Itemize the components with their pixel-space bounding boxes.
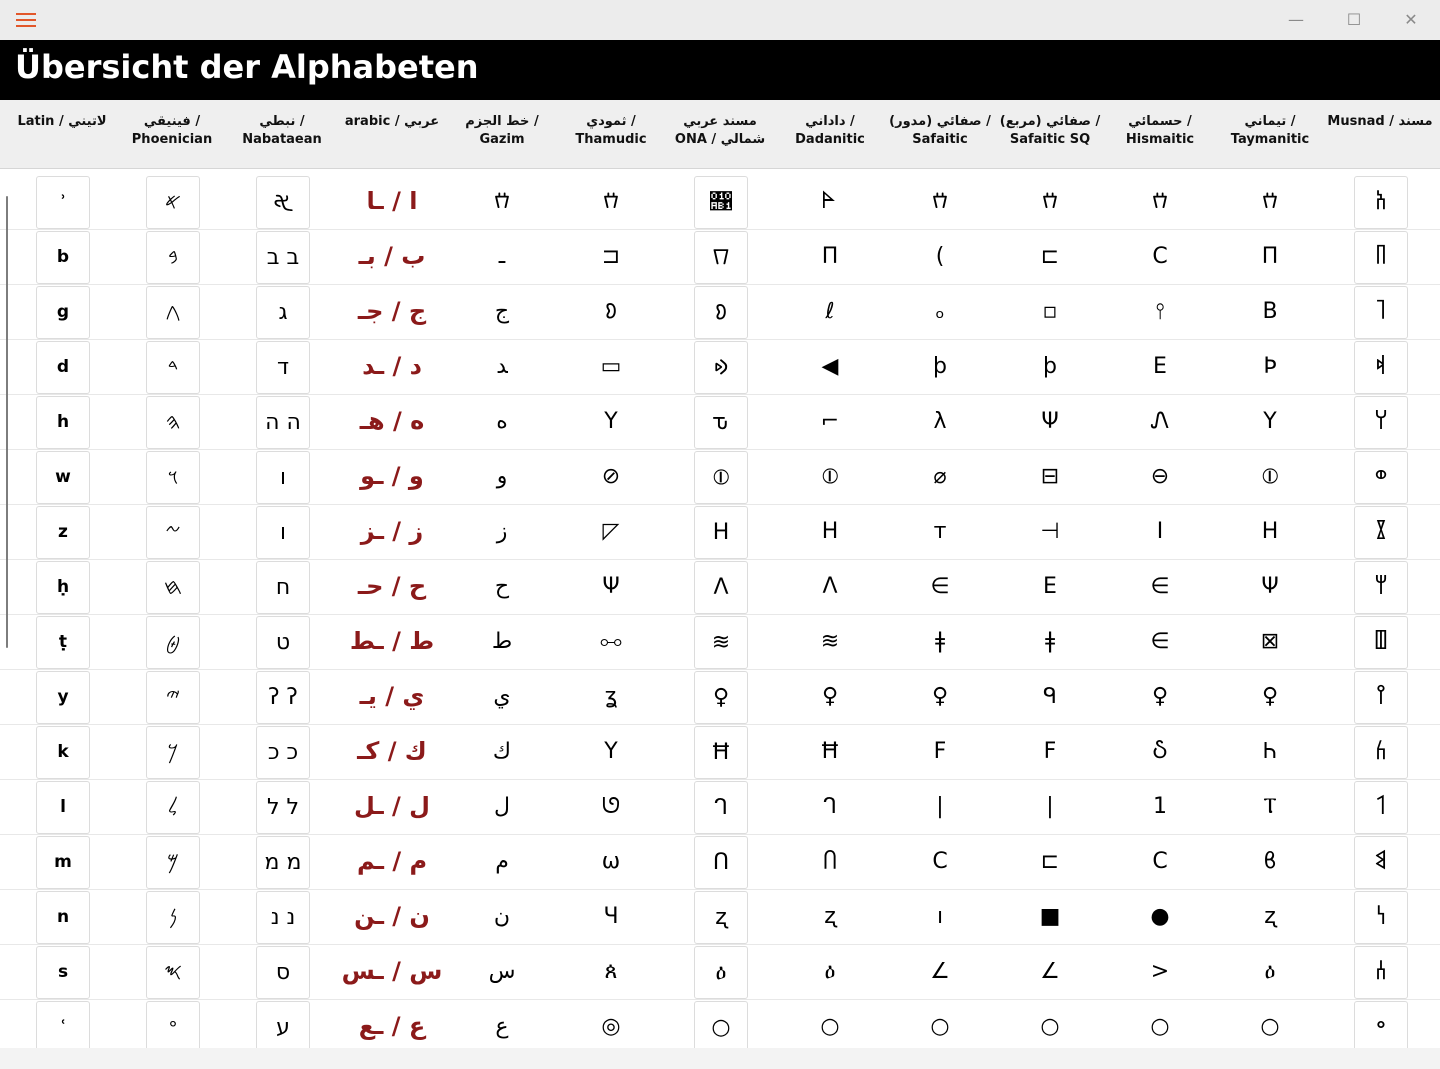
glyph-cell: 𐤁 <box>146 231 200 284</box>
glyph-cell: 𐤌 <box>146 836 200 889</box>
arabic-letter-cell: و / ـو <box>360 462 424 490</box>
table-row <box>0 669 1440 725</box>
glyph-cell: ● <box>1150 904 1170 929</box>
glyph-cell: ʓ <box>604 684 618 709</box>
table-row <box>0 229 1440 285</box>
glyph-cell: H <box>821 519 839 544</box>
maximize-button[interactable]: ☐ <box>1346 10 1362 29</box>
arabic-letter-cell: ه / هـ <box>359 407 425 435</box>
column-header-line1: خط الجزم / <box>465 114 539 129</box>
glyph-cell: Λ <box>694 561 748 614</box>
table-row <box>0 339 1440 395</box>
latin-letter-cell: ṭ <box>36 616 90 669</box>
glyph-cell: ו <box>256 506 310 559</box>
glyph-cell: 𐩲 <box>1354 1001 1408 1048</box>
glyph-cell: þ <box>933 354 947 379</box>
glyph-cell: 𐪑 <box>1042 189 1058 214</box>
glyph-cell: ○ <box>1150 1014 1170 1039</box>
glyph-cell: 𐤄 <box>146 396 200 449</box>
arabic-letter-cell: ح / حـ <box>357 572 427 600</box>
arabic-letter-cell: ج / جـ <box>357 297 427 325</box>
glyph-cell: ı <box>936 904 944 929</box>
glyph-cell: ♀ <box>694 671 748 724</box>
glyph-cell: 𐤎 <box>146 946 200 999</box>
glyph-cell: ◸ <box>602 519 620 544</box>
glyph-cell: Ꮑ <box>1150 409 1170 434</box>
latin-letter-cell: w <box>36 451 90 504</box>
glyph-cell: ⊣ <box>1040 519 1060 544</box>
glyph-cell: | <box>1046 794 1054 819</box>
glyph-cell: ∠ <box>930 959 950 984</box>
glyph-cell: 𐪈 <box>694 231 748 284</box>
glyph-cell: Ч <box>603 904 619 929</box>
vertical-scrollbar[interactable] <box>6 196 8 648</box>
column-header-line2: Hismaitic <box>1125 132 1195 147</box>
latin-letter-cell: ḥ <box>36 561 90 614</box>
table-row <box>0 614 1440 670</box>
glyph-cell: 𐤅 <box>146 451 200 504</box>
glyph-cell: ⌀ <box>933 464 947 489</box>
glyph-cell: 𐤈 <box>146 616 200 669</box>
table-row <box>0 944 1440 1000</box>
glyph-cell: H <box>694 506 748 559</box>
glyph-cell: ▫ <box>1042 299 1058 324</box>
latin-letter-cell: s <box>36 946 90 999</box>
latin-letter-cell: g <box>36 286 90 339</box>
glyph-cell: Ⴖ <box>823 849 837 874</box>
glyph-cell: 𐤋 <box>146 781 200 834</box>
glyph-cell: س <box>488 959 516 984</box>
glyph-cell: E <box>1043 574 1057 599</box>
latin-letter-cell: ʿ <box>36 1001 90 1048</box>
glyph-cell: ו <box>256 451 310 504</box>
glyph-cell: ( <box>935 244 945 269</box>
glyph-cell: Ⴢ <box>1152 739 1168 764</box>
glyph-cell: ᘎ <box>601 794 621 819</box>
glyph-cell: م <box>495 849 509 874</box>
glyph-cell: 𐪑 <box>1152 189 1168 214</box>
glyph-cell: ∈ <box>1150 629 1170 654</box>
column-header-line1: صفائي (مربع) / <box>999 114 1101 129</box>
column-header-line1: ثمودي / <box>586 114 636 129</box>
glyph-cell: ⌐ <box>820 409 840 434</box>
glyph-cell: Ψ <box>1261 574 1279 599</box>
glyph-cell: 𐤉 <box>146 671 200 724</box>
latin-letter-cell: d <box>36 341 90 394</box>
glyph-cell: ד <box>256 341 310 394</box>
glyph-cell: F <box>933 739 947 764</box>
glyph-cell: 𐪑 <box>603 189 619 214</box>
glyph-cell: С <box>932 849 948 874</box>
column-header-line2: Phoenician <box>131 132 213 147</box>
glyph-cell: ԏ <box>694 396 748 449</box>
column-header-line1: تيماني / <box>1244 114 1296 129</box>
latin-letter-cell: l <box>36 781 90 834</box>
glyph-cell: ل <box>494 794 510 819</box>
glyph-cell: ʐ <box>1264 904 1276 929</box>
arabic-letter-cell: ط / ـط <box>349 627 435 655</box>
arabic-letter-cell: ن / ـن <box>354 902 430 930</box>
column-header-line1: Latin / لاتيني <box>17 114 107 129</box>
latin-letter-cell: n <box>36 891 90 944</box>
glyph-cell: Ϸ <box>1263 354 1277 379</box>
glyph-cell: ♀ <box>931 684 949 709</box>
glyph-cell: | <box>936 794 944 819</box>
arabic-letter-cell: ك / كـ <box>357 737 427 765</box>
glyph-cell: λ <box>933 409 947 434</box>
glyph-cell: و <box>496 464 508 489</box>
table-row <box>0 889 1440 945</box>
glyph-cell: ǂ <box>1044 629 1056 654</box>
glyph-cell: מ מ <box>256 836 310 889</box>
glyph-cell: 𐪑 <box>932 189 948 214</box>
glyph-cell: 𐪕 <box>694 341 748 394</box>
glyph-cell: I <box>1156 519 1164 544</box>
minimize-button[interactable]: — <box>1288 10 1304 29</box>
latin-letter-cell: ʾ <box>36 176 90 229</box>
glyph-cell: 𐩨 <box>1354 231 1408 284</box>
glyph-cell: 𐩢 <box>1354 561 1408 614</box>
glyph-cell: 𐪑 <box>494 189 510 214</box>
glyph-cell: Ψ <box>1041 409 1059 434</box>
glyph-cell: Π <box>821 244 839 269</box>
glyph-cell: ط <box>491 629 513 654</box>
glyph-cell: ל ל <box>256 781 310 834</box>
arabic-letter-cell: ز / ـز <box>360 517 424 545</box>
column-header-line1: داداني / <box>805 114 855 129</box>
glyph-cell: Ħ <box>694 726 748 779</box>
glyph-cell: ◎ <box>601 1014 621 1039</box>
glyph-cell: ዕ <box>824 959 836 984</box>
column-header-2 <box>227 113 337 149</box>
glyph-cell: ♀ <box>821 684 839 709</box>
glyph-cell: 𐩥 <box>1354 451 1408 504</box>
column-header-line2: Nabataean <box>242 132 322 147</box>
column-header-line2: ONA / شمالي <box>674 132 766 147</box>
glyph-cell: ג <box>256 286 310 339</box>
glyph-cell: 𐤇 <box>146 561 200 614</box>
glyph-cell: ⫯ <box>1155 299 1165 324</box>
glyph-cell: ʔ ʔ <box>256 671 310 724</box>
glyph-cell: 𐩠 <box>1354 396 1408 449</box>
glyph-cell: ○ <box>820 1014 840 1039</box>
glyph-cell: Ϝ <box>1043 739 1057 764</box>
column-header-line2: Taymanitic <box>1230 132 1310 147</box>
glyph-cell: 𐤃 <box>146 341 200 394</box>
glyph-cell: 𐤂 <box>146 286 200 339</box>
glyph-cell: ع <box>495 1014 509 1039</box>
glyph-cell: ن <box>493 904 511 929</box>
glyph-cell: ﺪ <box>496 354 508 379</box>
glyph-cell: ⧟ <box>599 629 622 654</box>
column-header-line1: فينيقي / <box>143 114 201 129</box>
column-header-6 <box>665 113 775 149</box>
column-header-line1: نبطي / <box>259 114 305 129</box>
column-header-line2: Safaitic <box>912 132 968 147</box>
glyph-cell: Ⲧ <box>1263 794 1277 819</box>
glyph-cell: ○ <box>930 1014 950 1039</box>
glyph-cell: ⊠ <box>1260 629 1280 654</box>
table-row <box>0 394 1440 450</box>
glyph-cell: Y <box>1263 409 1277 434</box>
glyph-cell: С <box>1152 849 1168 874</box>
glyph-cell: 𐤆 <box>146 506 200 559</box>
glyph-cell: ح <box>494 574 510 599</box>
glyph-cell: ⊏ <box>1040 244 1060 269</box>
column-header-1 <box>117 113 227 149</box>
glyph-cell: ה ה <box>256 396 310 449</box>
arabic-letter-cell: ا / ـا <box>366 187 418 215</box>
latin-letter-cell: m <box>36 836 90 889</box>
column-header-line1: صفائي (مدور) / <box>889 114 991 129</box>
glyph-cell: 𐤀 <box>146 176 200 229</box>
table-row <box>0 834 1440 890</box>
glyph-cell: 𐩫 <box>1354 726 1408 779</box>
glyph-cell: ω <box>601 849 621 874</box>
alphabet-grid <box>0 168 1440 1048</box>
column-header-line2: Thamudic <box>575 132 647 147</box>
glyph-cell: 𐊀 <box>822 189 838 214</box>
glyph-cell: ⦶ <box>1262 464 1278 489</box>
column-header-line2: Dadanitic <box>795 132 865 147</box>
glyph-cell: Ꮒ <box>1263 739 1277 764</box>
glyph-cell: ه <box>496 409 508 434</box>
glyph-cell: ǂ <box>934 629 946 654</box>
glyph-cell: H <box>1261 519 1279 544</box>
glyph-cell: ≋ <box>694 616 748 669</box>
latin-letter-cell: z <box>36 506 90 559</box>
column-header-line1: arabic / عربي <box>344 114 440 129</box>
glyph-cell: ∠ <box>1040 959 1060 984</box>
glyph-cell: ○ <box>1040 1014 1060 1039</box>
table-row <box>0 999 1440 1048</box>
glyph-cell: 𐪔 <box>605 299 617 324</box>
glyph-cell: ⦶ <box>822 464 838 489</box>
arabic-letter-cell: ب / بـ <box>358 242 426 270</box>
glyph-cell: ዕ <box>694 946 748 999</box>
table-row <box>0 779 1440 835</box>
column-header-line1: حسمائي / <box>1128 114 1192 129</box>
glyph-cell: ⊖ <box>1150 464 1170 489</box>
glyph-cell: 𐤏 <box>146 1001 200 1048</box>
glyph-cell: > <box>1150 959 1170 984</box>
glyph-cell: Ħ <box>819 739 841 764</box>
glyph-cell: т <box>933 519 947 544</box>
glyph-cell: Y <box>604 739 618 764</box>
glyph-cell: Ψ <box>602 574 620 599</box>
glyph-cell: 𐤊 <box>146 726 200 779</box>
column-header-row <box>0 100 1440 169</box>
glyph-cell: 𐪱 <box>694 176 748 229</box>
glyph-cell: ○ <box>1260 1014 1280 1039</box>
glyph-cell: ♀ <box>1261 684 1279 709</box>
column-header-line2: Safaitic SQ <box>1009 132 1091 147</box>
glyph-cell: ◀ <box>821 354 839 379</box>
glyph-cell: ב ב <box>256 231 310 284</box>
page-title: Übersicht der Alphabeten <box>15 48 479 86</box>
glyph-cell: Λ <box>822 574 838 599</box>
bottom-bar <box>0 1048 1440 1069</box>
arabic-letter-cell: س / ـس <box>341 957 443 985</box>
arabic-letter-cell: ي / يـ <box>359 682 425 710</box>
glyph-cell: 𐩬 <box>1354 891 1408 944</box>
glyph-cell: 𐩱 <box>1354 176 1408 229</box>
glyph-cell: ∈ <box>930 574 950 599</box>
glyph-cell: 𐩣 <box>1354 836 1408 889</box>
page-header <box>0 40 1440 100</box>
column-header-4 <box>447 113 557 149</box>
glyph-cell: ℓ <box>825 299 835 324</box>
glyph-cell: ■ <box>1039 904 1061 929</box>
table-row <box>0 559 1440 615</box>
glyph-cell: 𐩴 <box>1354 286 1408 339</box>
glyph-cell: ♀ <box>1151 684 1169 709</box>
close-button[interactable]: ✕ <box>1404 10 1418 29</box>
column-header-0 <box>7 113 117 131</box>
glyph-cell: ⊘ <box>601 464 621 489</box>
glyph-cell: 𐢀 <box>256 176 310 229</box>
table-row <box>0 284 1440 340</box>
glyph-cell: ט <box>256 616 310 669</box>
arabic-letter-cell: د / ـد <box>362 352 422 380</box>
latin-letter-cell: k <box>36 726 90 779</box>
glyph-cell: ጰ <box>604 959 618 984</box>
column-header-12 <box>1325 113 1435 131</box>
glyph-cell: 𐪔 <box>694 286 748 339</box>
title-bar <box>0 0 1440 40</box>
table-row <box>0 174 1440 230</box>
glyph-cell: ك <box>492 739 512 764</box>
glyph-cell: ⊏ <box>1040 849 1060 874</box>
glyph-cell: 1 <box>1153 794 1167 819</box>
glyph-cell: ∈ <box>1150 574 1170 599</box>
column-header-10 <box>1105 113 1215 149</box>
glyph-cell: ▭ <box>600 354 622 379</box>
glyph-cell: ⦶ <box>694 451 748 504</box>
column-header-line1: مسند عربي <box>683 114 757 129</box>
glyph-cell: 𐤍 <box>146 891 200 944</box>
glyph-cell: ʐ <box>694 891 748 944</box>
glyph-cell: ᒉ <box>694 781 748 834</box>
glyph-cell: כ כ <box>256 726 310 779</box>
glyph-cell: ج <box>494 299 510 324</box>
column-header-line1: Musnad / مسند <box>1327 114 1433 129</box>
glyph-cell: Y <box>604 409 618 434</box>
glyph-cell: ○ <box>694 1001 748 1048</box>
latin-letter-cell: h <box>36 396 90 449</box>
latin-letter-cell: y <box>36 671 90 724</box>
glyph-cell: ز <box>496 519 508 544</box>
glyph-cell: ʐ <box>824 904 836 929</box>
column-header-5 <box>556 113 666 149</box>
column-header-8 <box>885 113 995 149</box>
glyph-cell: ≋ <box>820 629 840 654</box>
glyph-cell: Π <box>1261 244 1279 269</box>
glyph-cell: ⊟ <box>1040 464 1060 489</box>
glyph-cell: 𐩷 <box>1354 616 1408 669</box>
arabic-letter-cell: ل / ـل <box>354 792 430 820</box>
glyph-cell: C <box>1152 244 1168 269</box>
glyph-cell: ي <box>493 684 511 709</box>
glyph-cell: E <box>1153 354 1167 379</box>
column-header-11 <box>1215 113 1325 149</box>
glyph-cell: ـ <box>498 244 506 269</box>
glyph-cell: נ נ <box>256 891 310 944</box>
glyph-cell: 𐩸 <box>1354 506 1408 559</box>
table-row <box>0 724 1440 780</box>
glyph-cell: 𐩵 <box>1354 341 1408 394</box>
glyph-cell: þ <box>1043 354 1057 379</box>
glyph-cell: ע <box>256 1001 310 1048</box>
glyph-cell: ₒ <box>935 299 945 324</box>
glyph-cell: 𐪑 <box>1262 189 1278 214</box>
latin-letter-cell: b <box>36 231 90 284</box>
glyph-cell: ⊐ <box>601 244 621 269</box>
glyph-cell: ס <box>256 946 310 999</box>
glyph-cell: 𐩺 <box>1354 671 1408 724</box>
column-header-line2: Gazim <box>479 132 525 147</box>
glyph-cell: Ո <box>694 836 748 889</box>
arabic-letter-cell: ع / ـع <box>358 1012 426 1040</box>
arabic-letter-cell: م / ـم <box>356 847 428 875</box>
table-row <box>0 504 1440 560</box>
glyph-cell: B <box>1262 299 1278 324</box>
glyph-cell: ᑫ <box>1043 684 1057 709</box>
glyph-cell: ϐ <box>1263 849 1277 874</box>
glyph-cell: ᒉ <box>823 794 837 819</box>
column-header-3 <box>337 113 447 131</box>
glyph-cell: 𐩪 <box>1354 946 1408 999</box>
column-header-7 <box>775 113 885 149</box>
glyph-cell: ח <box>256 561 310 614</box>
hamburger-menu-icon[interactable] <box>16 13 36 27</box>
glyph-cell: 𐩡 <box>1354 781 1408 834</box>
column-header-9 <box>995 113 1105 149</box>
table-row <box>0 449 1440 505</box>
glyph-cell: ዕ <box>1264 959 1276 984</box>
